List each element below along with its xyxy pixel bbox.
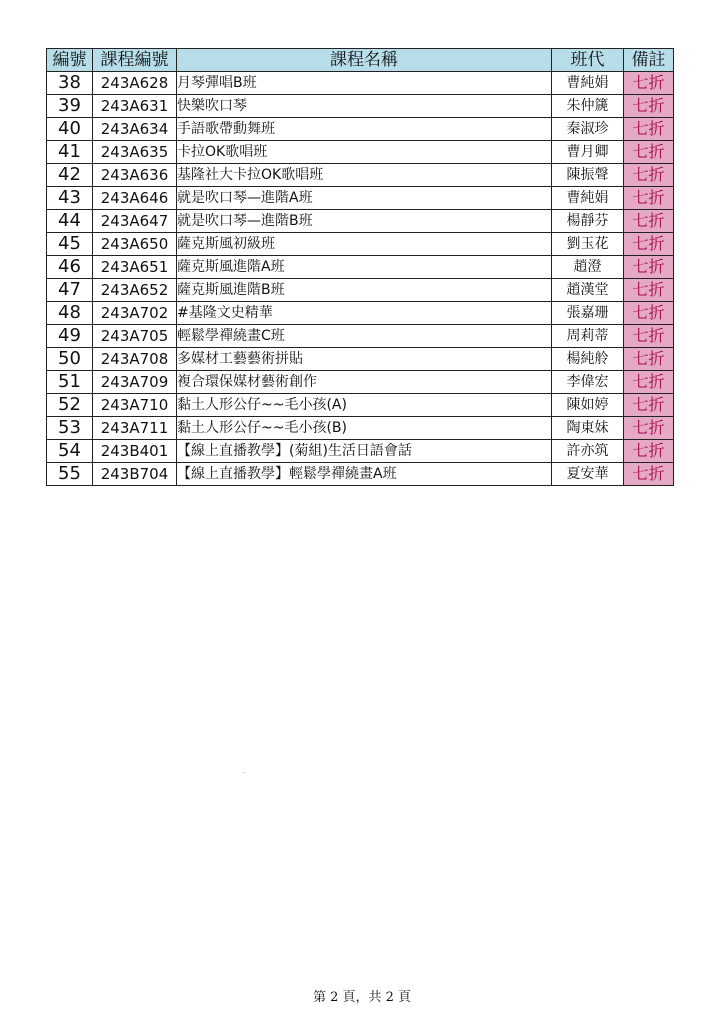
discount-note: 七折 <box>624 95 674 118</box>
header-number: 編號 <box>47 49 93 72</box>
table-row <box>47 72 674 95</box>
discount-note: 七折 <box>624 394 674 417</box>
course-name: 黏土人形公仔~~毛小孩(A) <box>177 394 552 417</box>
discount-note: 七折 <box>624 325 674 348</box>
table-row <box>47 302 674 325</box>
course-code: 243A647 <box>93 210 177 233</box>
table-row <box>47 256 674 279</box>
course-code: 243A651 <box>93 256 177 279</box>
class-rep: 李偉宏 <box>552 371 624 394</box>
course-code: 243A635 <box>93 141 177 164</box>
scan-speck <box>243 772 245 773</box>
course-code: 243A628 <box>93 72 177 95</box>
class-rep: 朱仲篪 <box>552 95 624 118</box>
class-rep: 秦淑珍 <box>552 118 624 141</box>
course-code: 243B704 <box>93 463 177 486</box>
course-code: 243A708 <box>93 348 177 371</box>
header-course-name: 課程名稱 <box>177 49 552 72</box>
discount-note: 七折 <box>624 440 674 463</box>
course-code: 243A634 <box>93 118 177 141</box>
class-rep: 陳振聲 <box>552 164 624 187</box>
table-row <box>47 394 674 417</box>
course-name: 卡拉OK歌唱班 <box>177 141 552 164</box>
discount-note: 七折 <box>624 164 674 187</box>
discount-note: 七折 <box>624 141 674 164</box>
class-rep: 楊靜芬 <box>552 210 624 233</box>
discount-note: 七折 <box>624 302 674 325</box>
table-row <box>47 210 674 233</box>
discount-note: 七折 <box>624 187 674 210</box>
table-row <box>47 463 674 486</box>
discount-note: 七折 <box>624 279 674 302</box>
discount-note: 七折 <box>624 256 674 279</box>
row-number: 55 <box>47 463 93 486</box>
course-name: 薩克斯風初級班 <box>177 233 552 256</box>
row-number: 50 <box>47 348 93 371</box>
discount-note: 七折 <box>624 72 674 95</box>
course-name: 手語歌帶動舞班 <box>177 118 552 141</box>
table-row <box>47 348 674 371</box>
row-number: 52 <box>47 394 93 417</box>
class-rep: 趙漢堂 <box>552 279 624 302</box>
course-name: 基隆社大卡拉OK歌唱班 <box>177 164 552 187</box>
course-code: 243A709 <box>93 371 177 394</box>
course-table <box>46 48 674 486</box>
class-rep: 張嘉珊 <box>552 302 624 325</box>
header-remarks: 備註 <box>624 49 674 72</box>
row-number: 49 <box>47 325 93 348</box>
header-class-rep: 班代 <box>552 49 624 72</box>
course-code: 243A705 <box>93 325 177 348</box>
row-number: 42 <box>47 164 93 187</box>
table-row <box>47 164 674 187</box>
course-name: 就是吹口琴—進階B班 <box>177 210 552 233</box>
row-number: 45 <box>47 233 93 256</box>
table-row <box>47 187 674 210</box>
table-header-row <box>47 49 674 72</box>
table-row <box>47 371 674 394</box>
class-rep: 楊純舲 <box>552 348 624 371</box>
class-rep: 劉玉花 <box>552 233 624 256</box>
course-code: 243A702 <box>93 302 177 325</box>
table-row <box>47 233 674 256</box>
row-number: 39 <box>47 95 93 118</box>
course-name: 【線上直播教學】(菊組)生活日語會話 <box>177 440 552 463</box>
course-name: 黏土人形公仔~~毛小孩(B) <box>177 417 552 440</box>
table-row <box>47 118 674 141</box>
course-code: 243B401 <box>93 440 177 463</box>
course-name: 多媒材工藝藝術拼貼 <box>177 348 552 371</box>
row-number: 40 <box>47 118 93 141</box>
discount-note: 七折 <box>624 463 674 486</box>
class-rep: 陳如婷 <box>552 394 624 417</box>
discount-note: 七折 <box>624 371 674 394</box>
row-number: 43 <box>47 187 93 210</box>
course-code: 243A652 <box>93 279 177 302</box>
class-rep: 曹純娟 <box>552 187 624 210</box>
table-body <box>47 72 674 486</box>
row-number: 41 <box>47 141 93 164</box>
row-number: 54 <box>47 440 93 463</box>
class-rep: 曹月卿 <box>552 141 624 164</box>
class-rep: 許亦筑 <box>552 440 624 463</box>
course-code: 243A636 <box>93 164 177 187</box>
course-code: 243A650 <box>93 233 177 256</box>
table-row <box>47 141 674 164</box>
row-number: 46 <box>47 256 93 279</box>
course-name: 就是吹口琴—進階A班 <box>177 187 552 210</box>
class-rep: 趙澄 <box>552 256 624 279</box>
course-name: 輕鬆學禪繞畫C班 <box>177 325 552 348</box>
course-name: 薩克斯風進階A班 <box>177 256 552 279</box>
course-code: 243A711 <box>93 417 177 440</box>
page-number-footer: 第 2 頁，共 2 頁 <box>312 990 412 1005</box>
course-code: 243A631 <box>93 95 177 118</box>
discount-note: 七折 <box>624 210 674 233</box>
row-number: 51 <box>47 371 93 394</box>
row-number: 38 <box>47 72 93 95</box>
discount-note: 七折 <box>624 118 674 141</box>
table-row <box>47 325 674 348</box>
header-course-code: 課程編號 <box>93 49 177 72</box>
class-rep: 周莉蒂 <box>552 325 624 348</box>
class-rep: 曹純娟 <box>552 72 624 95</box>
row-number: 47 <box>47 279 93 302</box>
course-name: 薩克斯風進階B班 <box>177 279 552 302</box>
course-name: 複合環保媒材藝術創作 <box>177 371 552 394</box>
row-number: 44 <box>47 210 93 233</box>
class-rep: 夏安華 <box>552 463 624 486</box>
discount-note: 七折 <box>624 348 674 371</box>
table-row <box>47 95 674 118</box>
course-code: 243A710 <box>93 394 177 417</box>
class-rep: 陶東妹 <box>552 417 624 440</box>
course-code: 243A646 <box>93 187 177 210</box>
course-name: 快樂吹口琴 <box>177 95 552 118</box>
course-name: #基隆文史精華 <box>177 302 552 325</box>
course-name: 【線上直播教學】輕鬆學禪繞畫A班 <box>177 463 552 486</box>
course-name: 月琴彈唱B班 <box>177 72 552 95</box>
table-row <box>47 440 674 463</box>
discount-note: 七折 <box>624 417 674 440</box>
table-row <box>47 417 674 440</box>
table-row <box>47 279 674 302</box>
discount-note: 七折 <box>624 233 674 256</box>
row-number: 48 <box>47 302 93 325</box>
row-number: 53 <box>47 417 93 440</box>
